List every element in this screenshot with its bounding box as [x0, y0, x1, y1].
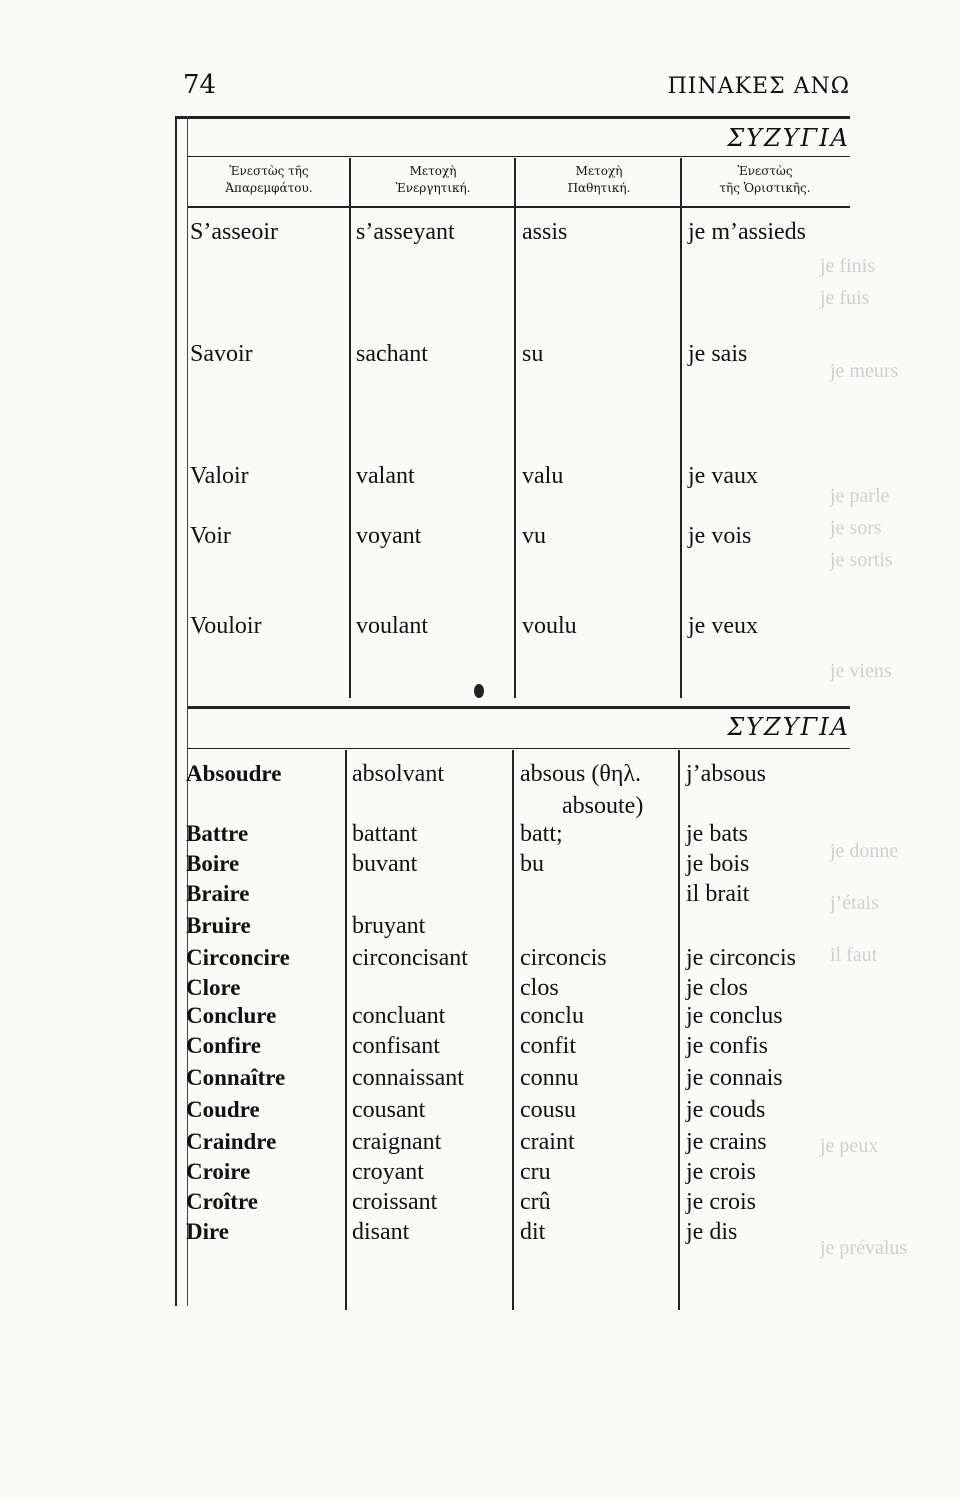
- running-head: ΠΙΝΑΚΕΣ ΑΝΩ: [667, 74, 850, 99]
- active-participle-cell: s’asseyant: [356, 219, 455, 245]
- passive-participle-cell: craint: [520, 1129, 575, 1155]
- column-header-passive-participle: Μετοχὴ Παθητική.: [567, 164, 631, 195]
- active-participle-cell: battant: [352, 821, 418, 847]
- present-indicative-cell: je conclus: [686, 1003, 783, 1029]
- active-participle-cell: circoncisant: [352, 945, 468, 971]
- passive-participle-cell: voulu: [522, 613, 577, 639]
- active-participle-cell: bruyant: [352, 913, 426, 939]
- column-header-active-participle: Μετοχὴ Ἐνεργητική.: [395, 164, 471, 195]
- present-indicative-cell: je vois: [688, 523, 752, 549]
- infinitive-cell: Battre: [186, 821, 249, 846]
- section-divider-rule: [188, 706, 850, 709]
- infinitive-cell: Bruire: [186, 913, 251, 938]
- passive-participle-cell: cru: [520, 1159, 551, 1185]
- active-participle-cell: absolvant: [352, 761, 444, 787]
- column-divider: [345, 750, 347, 1310]
- infinitive-cell: Circoncire: [186, 945, 290, 970]
- present-indicative-cell: je dis: [686, 1219, 738, 1245]
- present-indicative-cell: je bois: [686, 851, 750, 877]
- infinitive-cell: Conclure: [186, 1003, 277, 1028]
- active-participle-cell: connaissant: [352, 1065, 464, 1091]
- infinitive-cell: Boire: [186, 851, 240, 876]
- active-participle-cell: confisant: [352, 1033, 440, 1059]
- infinitive-cell: S’asseoir: [190, 219, 278, 245]
- passive-participle-cell: crû: [520, 1189, 551, 1215]
- present-indicative-cell: je crains: [686, 1129, 767, 1155]
- section-top-rule: [188, 156, 850, 157]
- active-participle-cell: disant: [352, 1219, 410, 1245]
- active-participle-cell: buvant: [352, 851, 418, 877]
- passive-participle-cell: conclu: [520, 1003, 584, 1029]
- present-indicative-cell: il brait: [686, 881, 750, 907]
- bleed-through-text: je finis je fuis: [820, 255, 875, 309]
- header-rule: [175, 116, 850, 119]
- ink-blot: [474, 684, 484, 698]
- present-indicative-cell: je couds: [686, 1097, 766, 1123]
- bleed-through-text: je parle je sors je sortis: [830, 485, 893, 571]
- present-indicative-cell: je vaux: [688, 463, 758, 489]
- infinitive-cell: Connaître: [186, 1065, 286, 1090]
- passive-participle-cell: batt;: [520, 821, 563, 847]
- present-indicative-cell: je confis: [686, 1033, 768, 1059]
- column-divider: [678, 750, 680, 1310]
- present-indicative-cell: je connais: [686, 1065, 783, 1091]
- passive-participle-cell: vu: [522, 523, 546, 549]
- present-indicative-cell: je m’assieds: [688, 219, 806, 245]
- infinitive-cell: Clore: [186, 975, 241, 1000]
- active-participle-cell: croissant: [352, 1189, 438, 1215]
- column-header-present-indicative: Ἐνεστὼς τῆς Ὁριστικῆς.: [719, 164, 811, 195]
- present-indicative-cell: je crois: [686, 1159, 756, 1185]
- infinitive-cell: Valoir: [190, 463, 249, 489]
- passive-participle-cell: assis: [522, 219, 568, 245]
- passive-participle-cell: bu: [520, 851, 544, 877]
- column-divider: [680, 158, 682, 698]
- bleed-through-text: je donne j’étais il faut: [830, 840, 899, 966]
- passive-participle-cell: absoute): [562, 793, 644, 819]
- frame-left-rule: [175, 116, 177, 1306]
- infinitive-cell: Vouloir: [190, 613, 262, 639]
- passive-participle-cell: circoncis: [520, 945, 607, 971]
- infinitive-cell: Savoir: [190, 341, 253, 367]
- column-divider: [349, 158, 351, 698]
- present-indicative-cell: j’absous: [686, 761, 766, 787]
- passive-participle-cell: clos: [520, 975, 559, 1001]
- active-participle-cell: cousant: [352, 1097, 426, 1123]
- infinitive-cell: Croire: [186, 1159, 251, 1184]
- infinitive-cell: Dire: [186, 1219, 230, 1244]
- bleed-through-text: je peux je prévalus: [820, 1135, 908, 1259]
- infinitive-cell: Braire: [186, 881, 250, 906]
- passive-participle-cell: confit: [520, 1033, 576, 1059]
- active-participle-cell: valant: [356, 463, 415, 489]
- column-divider: [512, 750, 514, 1310]
- active-participle-cell: sachant: [356, 341, 428, 367]
- section-title: ΣΥΖΥΓΙΑ: [727, 124, 850, 152]
- infinitive-cell: Confire: [186, 1033, 261, 1058]
- page-number: 74: [183, 70, 217, 100]
- passive-participle-cell: cousu: [520, 1097, 576, 1123]
- active-participle-cell: voyant: [356, 523, 422, 549]
- present-indicative-cell: je veux: [688, 613, 758, 639]
- infinitive-cell: Voir: [190, 523, 231, 549]
- infinitive-cell: Coudre: [186, 1097, 260, 1122]
- present-indicative-cell: je crois: [686, 1189, 756, 1215]
- column-divider: [514, 158, 516, 698]
- active-participle-cell: croyant: [352, 1159, 424, 1185]
- present-indicative-cell: je clos: [686, 975, 748, 1001]
- header-bottom-rule: [188, 206, 850, 208]
- passive-participle-cell: dit: [520, 1219, 546, 1245]
- present-indicative-cell: je circoncis: [686, 945, 796, 971]
- active-participle-cell: voulant: [356, 613, 428, 639]
- active-participle-cell: craignant: [352, 1129, 442, 1155]
- passive-participle-cell: absous (θηλ.: [520, 761, 642, 787]
- present-indicative-cell: je bats: [686, 821, 748, 847]
- column-header-infinitive: Ἐνεστὼς τῆς Ἀπαρεμφάτου.: [225, 164, 313, 195]
- passive-participle-cell: connu: [520, 1065, 579, 1091]
- bleed-through-text: je meurs: [830, 360, 899, 382]
- passive-participle-cell: valu: [522, 463, 564, 489]
- bleed-through-text: je viens: [830, 660, 892, 682]
- active-participle-cell: concluant: [352, 1003, 446, 1029]
- infinitive-cell: Craindre: [186, 1129, 277, 1154]
- section-title: ΣΥΖΥΓΙΑ: [727, 713, 850, 741]
- present-indicative-cell: je sais: [688, 341, 748, 367]
- infinitive-cell: Croître: [186, 1189, 258, 1214]
- section-top-rule: [188, 748, 850, 749]
- infinitive-cell: Absoudre: [186, 761, 282, 786]
- passive-participle-cell: su: [522, 341, 544, 367]
